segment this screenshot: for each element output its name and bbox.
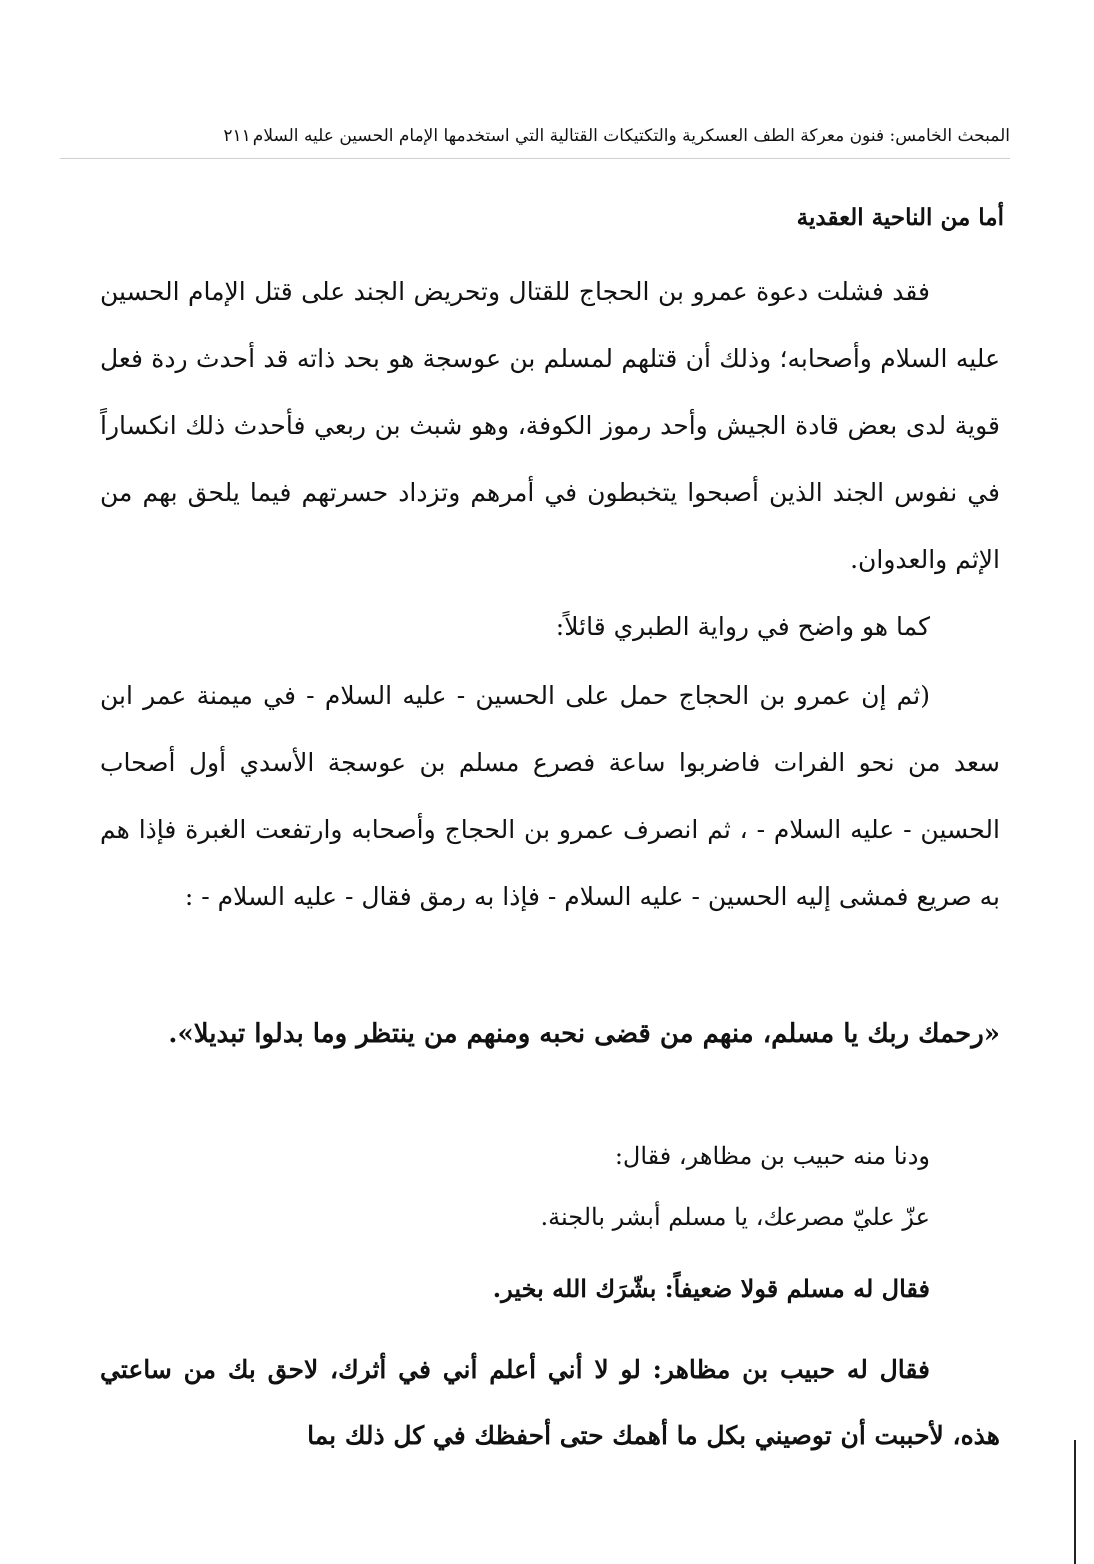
dialogue-line: ودنا منه حبيب بن مظاهر، فقال:	[614, 1142, 930, 1170]
running-header	[60, 122, 1010, 150]
body-paragraph: فقد فشلت دعوة عمرو بن الحجاج للقتال وتحريض الجند على قتل الإمام الحسين عليه السلام وأصحابه؛ وذلك أن قتلهم لمسلم بن عوسجة هو بحد ذاته قد أحدث ردة فعل قوية لدى بعض قادة الجيش وأحد رموز الكوفة، وهو شبث بن ربعي فأحدث ذلك انكساراً في نفوس الجند الذين أصبحوا يتخبطون في أمرهم وتزداد حسرتهم فيما يلحق بهم من الإثم والعدوان.	[100, 277, 1000, 574]
header-divider	[60, 158, 1010, 159]
dialogue-line: فقال له مسلم قولا ضعيفاً: بشّرَك الله بخير.	[492, 1274, 930, 1303]
quranic-quote: «رحمك ربك يا مسلم، منهم من قضى نحبه ومنهم من ينتظر وما بدلوا تبديلا».	[168, 1019, 1000, 1049]
margin-scan-line	[1074, 1440, 1076, 1564]
body-paragraph: كما هو واضح في رواية الطبري قائلاً:	[555, 612, 930, 641]
section-heading: أما من الناحية العقدية	[796, 204, 1004, 231]
page-number: ٢١١	[223, 126, 251, 146]
header-title: المبحث الخامس: فنون معركة الطف العسكرية والتكتيكات القتالية التي استخدمها الإمام الحسين عليه السلام	[252, 126, 1010, 146]
body-paragraph: (ثم إن عمرو بن الحجاج حمل على الحسين - عليه السلام - في ميمنة عمر ابن سعد من نحو الفرات فاضربوا ساعة فصرع مسلم بن عوسجة الأسدي أول أصحاب الحسين - عليه السلام - ، ثم انصرف عمرو بن الحجاج وأصحابه وارتفعت الغبرة فإذا هم به صريع فمشى إليه الحسين - عليه السلام - فإذا به رمق فقال - عليه السلام - :	[100, 681, 1000, 911]
dialogue-line: عزّ عليّ مصرعك، يا مسلم أبشر بالجنة.	[540, 1203, 930, 1231]
body-paragraph: فقال له حبيب بن مظاهر: لو لا أني أعلم أني في أثرك، لاحق بك من ساعتي هذه، لأحببت أن توصيني بكل ما أهمك حتى أحفظك في كل ذلك بما	[100, 1355, 1000, 1450]
